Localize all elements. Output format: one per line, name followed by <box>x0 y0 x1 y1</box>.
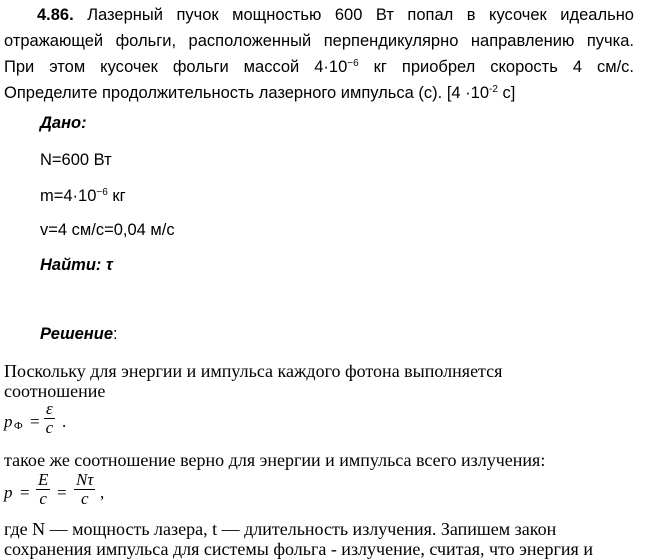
given-power: N=600 Вт <box>40 151 112 169</box>
solution-text-2: соотношение <box>4 381 106 401</box>
photon-momentum-formula: p Ф = $\frac{\varepsilon}{c}$ . <box>4 399 67 437</box>
given-velocity: v=4 см/с=0,04 м/с <box>40 221 175 239</box>
problem-line-3: При этом кусочек фольги массой $4\cdot 10^{-6}$ кг приобрел скорость 4 см/с. <box>4 58 634 76</box>
problem-line-4: Определите продолжительность лазерного импульса (с). [$4 \cdot 10^{-2}$ с] <box>4 84 516 102</box>
photon-fraction: $\frac{\varepsilon}{c}$ <box>45 399 54 437</box>
solution-heading: Решение: <box>40 325 118 343</box>
mass-exponent: −6 <box>347 58 359 69</box>
given-heading: Дано: <box>40 114 87 132</box>
solution-text-5: сохранения импульса для системы фольга - излучение, считая, что энергия и <box>4 539 593 559</box>
power-fraction: $\frac{N\tau}{c}$ <box>76 470 94 508</box>
answer-exponent: -2 <box>489 84 498 95</box>
problem-line-1: 4.86. Лазерный пучок мощностью 600 Вт попал в кусочек идеально <box>37 6 634 24</box>
energy-fraction: $\frac{E}{c}$ <box>38 470 49 508</box>
solution-text-3: такое же соотношение верно для энергии и импульса всего излучения: <box>4 450 546 470</box>
problem-number: 4.86. <box>37 6 74 24</box>
find-line: Найти: τ <box>40 256 113 274</box>
solution-text-1: Поскольку для энергии и импульса каждого фотона выполняется <box>4 361 503 381</box>
given-mass: $m=4\cdot 10^{-6}$ кг <box>40 187 126 205</box>
total-momentum-formula: p = $\frac{E}{c}$ = $\frac{N\tau}{c}$ , <box>4 470 105 508</box>
problem-line-2: отражающей фольги, расположенный перпендикулярно направлению пучка. <box>4 32 634 50</box>
solution-text-4: где N — мощность лазера, t — длительность излучения. Запишем закон <box>4 519 557 539</box>
problem-statement <box>4 2 634 106</box>
